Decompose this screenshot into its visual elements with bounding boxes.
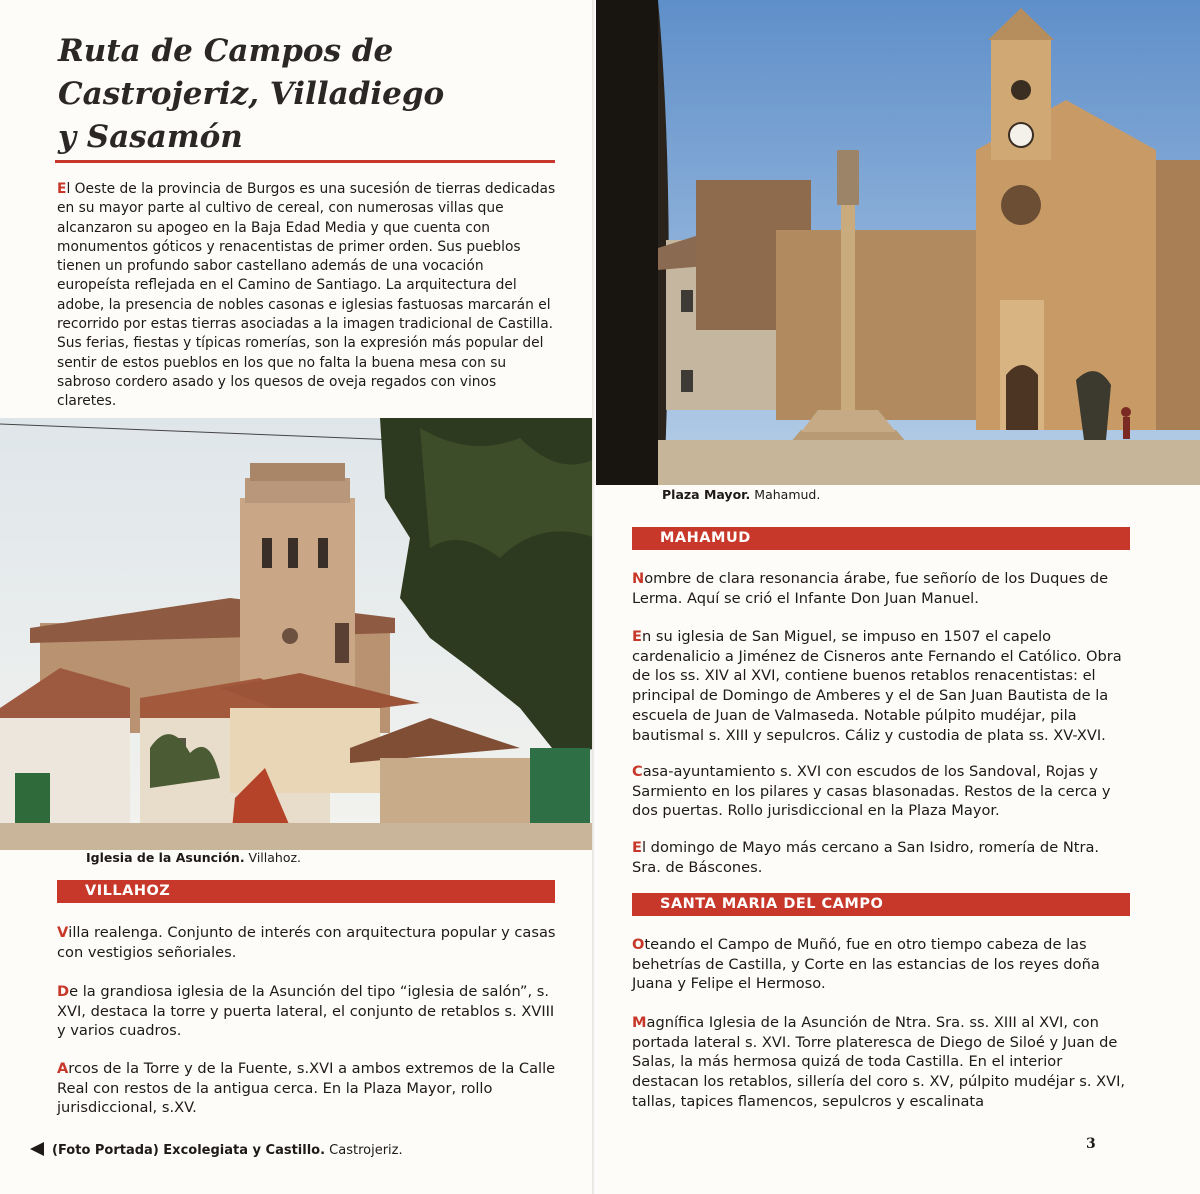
paragraph-text: agnífica Iglesia de la Asunción de Ntra. Sra. ss. XIII al XVI, con portada lateral s. XVI. Torre plateresca de Diego de Siloé y Juan de Salas, la más hermosa quizá de toda Castilla. En el interior destacan los retablos, sillería del coro s. XV, púlpito mudéjar s. XVI, tallas, tapices flamencos, sepulcros y escalinata [632,1014,1126,1110]
paragraph-text: ombre de clara resonancia árabe, fue señorío de los Duques de Lerma. Aquí se crió el Infante Don Juan Manuel. [632,570,1109,607]
mahamud-paragraph [632,569,1132,608]
paragraph-text: teando el Campo de Muñó, fue en otro tiempo cabeza de las behetrías de Castilla, y Corte en las estancias de los reyes doña Juana y Felipe el Hermoso. [632,936,1100,993]
caption-bold: Plaza Mayor. [662,487,751,502]
section-header-villahoz: VILLAHOZ [57,880,555,903]
intro-text: l Oeste de la provincia de Burgos es una sucesión de tierras dedicadas en su mayor parte al cultivo de cereal, con numerosas villas que alcanzaron su apogeo en la Baja Edad Media y que cuenta con monumentos góticos y renacentistas de primer orden. Sus pueblos tienen un profundo sabor castellano además de una vocación europeísta reflejada en el Camino de Santiago. La arquitectura del adobe, la presencia de nobles casonas e iglesias fastuosas marcarán el recorrido por estas tierras asociadas a la imagen tradicional de Castilla. Sus ferias, fiestas y típicas romerías, son la expresión más popular del sentir de estos pueblos en los que no falta la buena mesa con su sabroso cordero asado y los quesos de oveja regados con vinos claretes. [57,181,556,410]
section-header-santa-maria-del-campo: SANTA MARIA DEL CAMPO [632,893,1130,916]
paragraph-text: e la grandiosa iglesia de la Asunción del tipo “iglesia de salón”, s. XVI, destaca la torre y puerta lateral, el conjunto de retablos s. XVIII y varios cuadros. [57,983,555,1040]
mahamud-paragraph [632,627,1132,745]
caption-bold: Iglesia de la Asunción. [86,850,245,865]
title-divider [55,160,555,163]
drop-initial: O [632,936,645,953]
caption-rest: Villahoz. [244,850,302,865]
mahamud-plaza-photo [596,0,1200,485]
footer-bold: (Foto Portada) Excolegiata y Castillo. [52,1143,326,1158]
villahoz-paragraph [57,923,559,962]
caption-rest: Mahamud. [750,487,821,502]
photo-caption-villahoz [86,850,301,865]
drop-initial: V [57,924,69,941]
drop-initial: D [57,983,70,1000]
drop-initial: C [632,763,643,780]
title-line: Castrojeriz, Villadiego [58,76,445,112]
drop-initial: A [57,1060,69,1077]
santa-maria-paragraph [632,1013,1132,1112]
title-line: y Sasamón [58,119,243,155]
paragraph-text: asa-ayuntamiento s. XVI con escudos de los Sandoval, Rojas y Sarmiento en los pilares y casas blasonadas. Restos de la cerca y dos puertas. Rollo jurisdiccional en la Plaza Mayor. [632,763,1111,820]
footer-rest: Castrojeriz. [325,1143,403,1158]
drop-initial: E [57,181,67,197]
right-page [596,0,1200,1194]
page-title [58,30,578,159]
section-header-mahamud: MAHAMUD [632,527,1130,550]
villahoz-paragraph [57,982,559,1041]
paragraph-text: illa realenga. Conjunto de interés con arquitectura popular y casas con vestigios señoriales. [57,924,556,961]
drop-initial: N [632,570,645,587]
cover-photo-note [30,1142,403,1158]
mahamud-plaza-illustration [596,0,1200,485]
title-line: Ruta de Campos de [58,33,394,69]
intro-paragraph [57,180,559,412]
left-arrow-icon [30,1142,44,1156]
villahoz-church-illustration [0,418,596,850]
mahamud-paragraph [632,762,1132,821]
photo-caption-mahamud [662,487,820,502]
drop-initial: E [632,628,642,645]
left-page [0,0,596,1194]
villahoz-church-photo [0,418,596,850]
paragraph-text: n su iglesia de San Miguel, se impuso en 1507 el capelo cardenalicio a Jiménez de Cisneros ante Fernando el Católico. Obra de los ss. XIV al XVI, contiene buenos retablos renacentistas: el principal de Domingo de Amberes y el de San Juan Bautista de la escuela de Juan de Valmaseda. Notable púlpito mudéjar, pila bautismal s. XIII y sepulcros. Cáliz y custodia de plata ss. XV-XVI. [632,628,1122,744]
page-number: 3 [1086,1136,1096,1152]
paragraph-text: l domingo de Mayo más cercano a San Isidro, romería de Ntra. Sra. de Báscones. [632,839,1100,876]
mahamud-paragraph [632,838,1132,877]
santa-maria-paragraph [632,935,1132,994]
drop-initial: M [632,1014,647,1031]
drop-initial: E [632,839,642,856]
paragraph-text: rcos de la Torre y de la Fuente, s.XVI a ambos extremos de la Calle Real con restos de la antigua cerca. En la Plaza Mayor, rollo jurisdiccional, s.XV. [57,1060,556,1117]
villahoz-paragraph [57,1059,559,1118]
